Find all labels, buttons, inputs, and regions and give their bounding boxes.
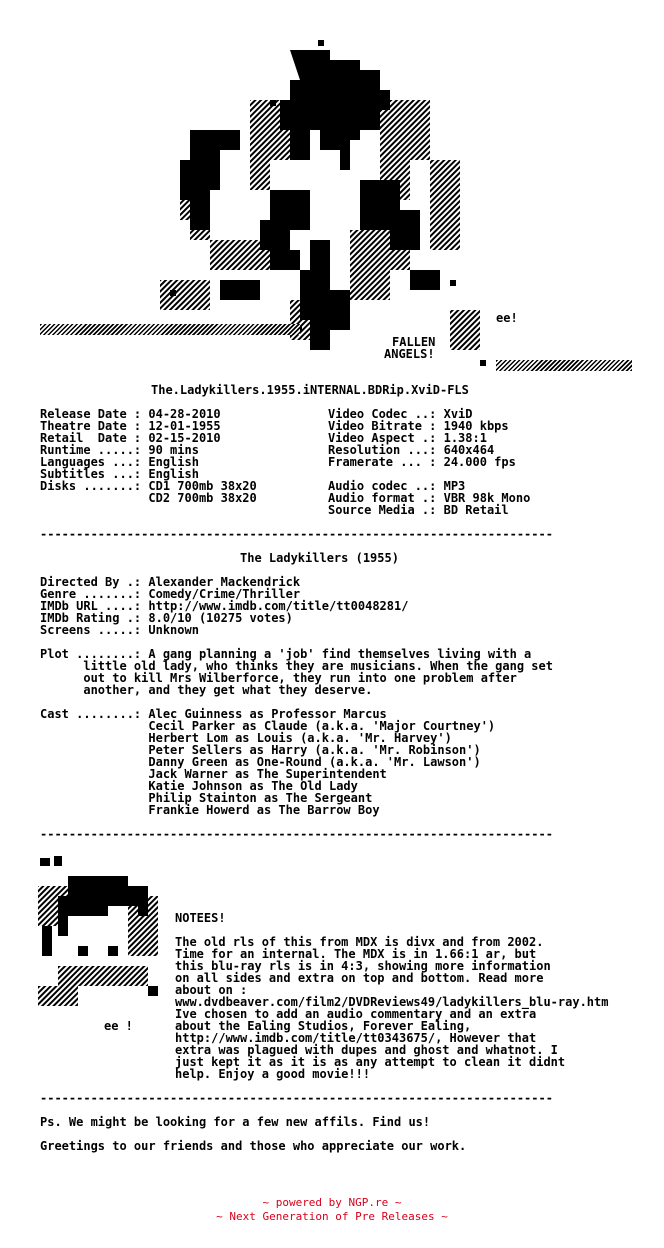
notes-line: Time for an internal. The MDX is in 1.66:1 ar, but [175,947,537,961]
release-info-left-line: Subtitles ...: English [40,467,199,481]
notes-line: about the Ealing Studios, Forever Ealing, [175,1019,472,1033]
movie-info-line: Directed By .: Alexander Mackendrick [40,575,301,589]
movie-plot-line: Plot ........: A gang planning a 'job' find themselves living with a [40,647,532,661]
movie-cast-line: Cast ........: Alec Guinness as Professor Marcus [40,707,387,721]
release-info-right-line: Source Media .: BD Retail [328,503,509,517]
section-divider: ----------------------------------------------------------------------- [40,527,553,541]
movie-cast-line: Frankie Howerd as The Barrow Boy [40,803,380,817]
release-info-right-line: Resolution ...: 640x464 [328,443,495,457]
release-name: The.Ladykillers.1955.iNTERNAL.BDRip.XviD-FLS [151,383,469,397]
notes-line: just kept it as it is as any attempt to clean it didnt [175,1055,566,1069]
release-info-left-line: Runtime .....: 90 mins [40,443,199,457]
release-info-left-line: Languages ...: English [40,455,199,469]
movie-cast-line: Katie Johnson as The Old Lady [40,779,358,793]
movie-cast-line: Philip Stainton as The Sergeant [40,791,373,805]
release-info-right-line: Audio codec ..: MP3 [328,479,466,493]
notes-line: www.dvdbeaver.com/film2/DVDReviews49/ladykillers_blu-ray.htm [175,995,609,1009]
notes-line: about on : [175,983,248,997]
movie-plot-line: another, and they get what they deserve. [40,683,373,697]
movie-cast-line: Jack Warner as The Superintendent [40,767,387,781]
notes-line: http://www.imdb.com/title/tt0343675/, However that [175,1031,537,1045]
portrait-ascii-art [38,856,172,1016]
logo-hatch-bar-left [40,324,300,335]
logo-group-name-line1: FALLEN [392,335,436,349]
closing-ps: Ps. We might be looking for a few new affils. Find us! [40,1115,431,1129]
footer-powered-by: ~ powered by NGP.re ~ [262,1196,402,1209]
notes-line: this blu-ray rls is in 4:3, showing more information [175,959,551,973]
release-info-right-line: Video Bitrate : 1940 kbps [328,419,509,433]
movie-plot-line: little old lady, who thinks they are musicians. When the gang set [40,659,553,673]
movie-title: The Ladykillers (1955) [240,551,399,565]
release-info-right-line: Video Codec ..: XviD [328,407,473,421]
notes-heading: NOTEES! [175,911,226,925]
movie-plot-line: out to kill Mrs Wilberforce, they run into one problem after [40,671,517,685]
release-info-left-line: Disks .......: CD1 700mb 38x20 [40,479,257,493]
closing-greetings: Greetings to our friends and those who appreciate our work. [40,1139,467,1153]
movie-info-line: IMDb Rating .: 8.0/10 (10275 votes) [40,611,293,625]
portrait-tag: ee ! [104,1019,133,1033]
section-divider: ----------------------------------------------------------------------- [40,1091,553,1105]
section-divider: ----------------------------------------------------------------------- [40,827,553,841]
notes-line: help. Enjoy a good movie!!! [175,1067,371,1081]
notes-line: on all sides and extra on top and bottom. Read more [175,971,544,985]
notes-line: extra was plagued with dupes and ghost and whatnot. I [175,1043,558,1057]
movie-info-line: Screens .....: Unknown [40,623,199,637]
release-info-left-line: Theatre Date : 12-01-1955 [40,419,221,433]
movie-info-line: IMDb URL ....: http://www.imdb.com/title/tt0048281/ [40,599,409,613]
release-info-right-line: Framerate ... : 24.000 fps [328,455,516,469]
release-info-left-line: Release Date : 04-28-2010 [40,407,221,421]
notes-line: Ive chosen to add an audio commentary and an extra [175,1007,537,1021]
logo-group-name-line2: ANGELS! [384,347,435,361]
logo-tag-top: ee! [496,311,518,325]
footer-tagline: ~ Next Generation of Pre Releases ~ [216,1210,448,1223]
movie-cast-line: Peter Sellers as Harry (a.k.a. 'Mr. Robinson') [40,743,481,757]
logo-hatch-bar-right [496,360,632,371]
movie-cast-line: Cecil Parker as Claude (a.k.a. 'Major Courtney') [40,719,496,733]
movie-info-line: Genre .......: Comedy/Crime/Thriller [40,587,301,601]
release-info-right-line: Audio format .: VBR 98k Mono [328,491,531,505]
release-info-right-line: Video Aspect .: 1.38:1 [328,431,487,445]
notes-line: The old rls of this from MDX is divx and from 2002. [175,935,544,949]
release-info-left-line: Retail Date : 02-15-2010 [40,431,221,445]
release-info-left-line: CD2 700mb 38x20 [40,491,257,505]
movie-cast-line: Herbert Lom as Louis (a.k.a. 'Mr. Harvey') [40,731,452,745]
movie-cast-line: Danny Green as One-Round (a.k.a. 'Mr. Lawson') [40,755,481,769]
fallen-angels-logo-art [150,40,490,370]
